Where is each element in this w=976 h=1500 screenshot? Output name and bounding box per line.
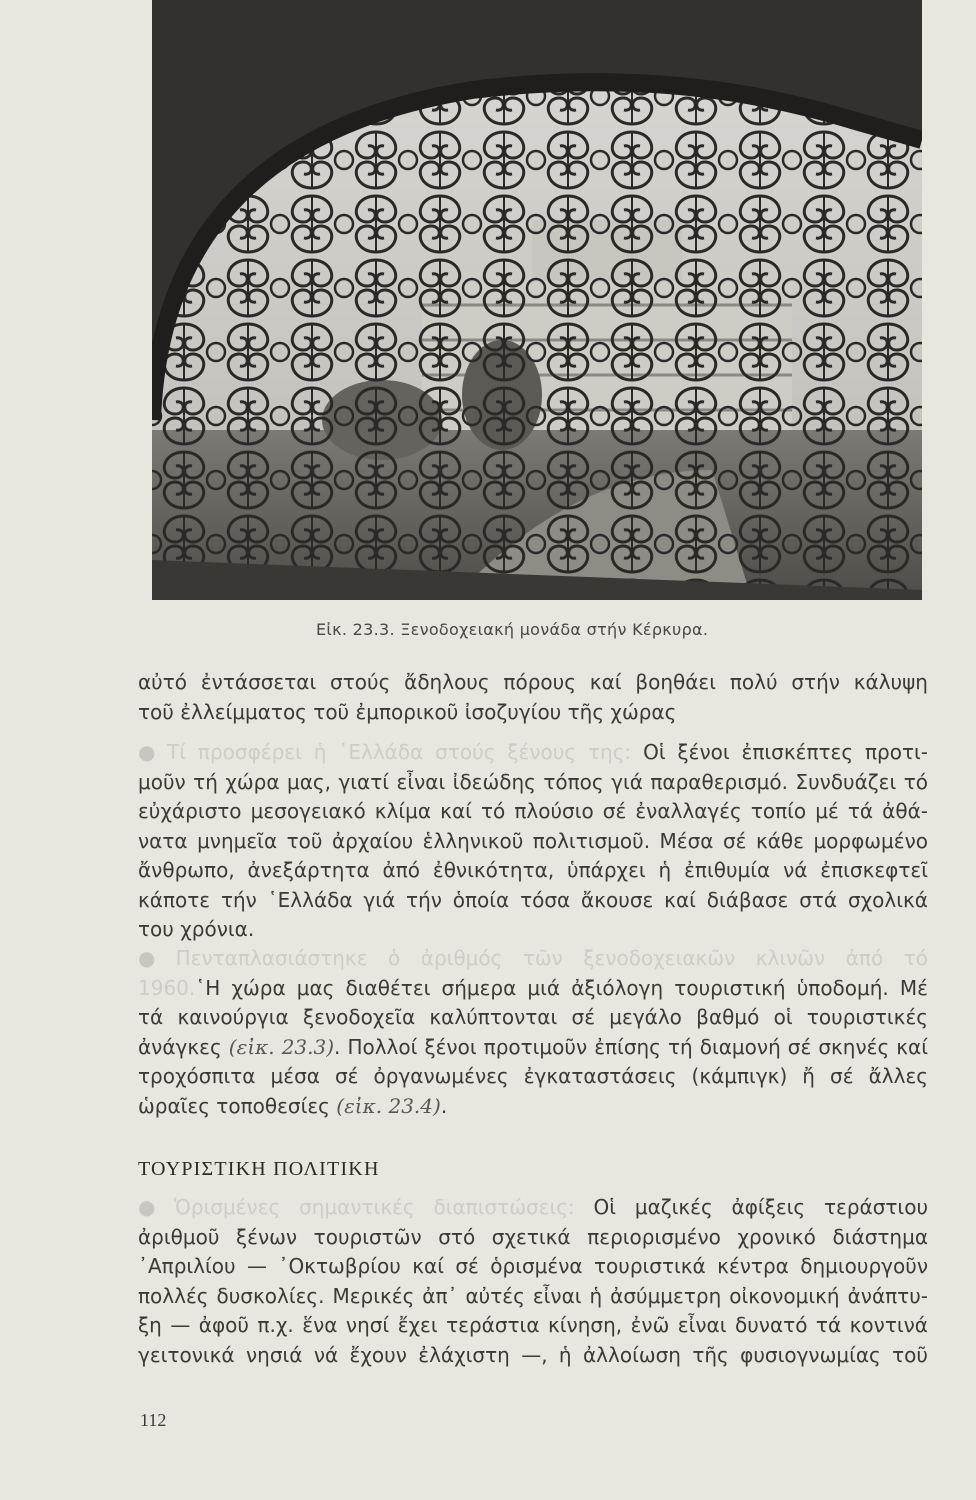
- paragraph-1: [138, 668, 928, 727]
- figure-caption: Εἰκ. 23.3. Ξενοδοχειακή μονάδα στήν Κέρκυρα.: [316, 620, 709, 639]
- text-line: αὐτό ἐντάσσεται στούς ἄδηλους πόρους καί βοηθάει πολύ στήν κάλυψη: [138, 670, 928, 694]
- text-run: ὡραῖες τοποθεσίες: [138, 1093, 330, 1118]
- hotel-photo: [152, 0, 922, 600]
- bullet-icon: ●: [138, 740, 162, 764]
- text-line: νατα μνημεῖα τοῦ ἀρχαίου ἑλληνικοῦ πολιτισμοῦ. Μέσα σέ κάθε μορφωμένο: [138, 828, 928, 853]
- paragraph-lead: Ὁρισμένες σημαντικές διαπιστώσεις:: [173, 1195, 575, 1219]
- text-line: ᾿Απριλίου — ᾿Οκτωβρίου καί σέ ὁρισμένα τουριστικά κέντρα δημιουργοῦν: [138, 1254, 928, 1278]
- figure-reference: (εἰκ. 23.4): [336, 1093, 441, 1118]
- paragraph-lead: Πενταπλασιάστηκε ὁ ἀριθμός τῶν ξενοδοχειακῶν κλινῶν ἀπό τό: [175, 946, 928, 970]
- text-run: Οἱ μαζικές ἀφίξεις τεράστιου: [593, 1195, 929, 1219]
- text-line: ἀριθμοῦ ξένων τουριστῶν στό σχετικά περιορισμένο χρονικό διάστημα: [138, 1224, 928, 1249]
- bullet-icon: ●: [138, 946, 170, 970]
- text-line: πολλές δυσκολίες. Μερικές ἀπ᾿ αὐτές εἶναι ἡ ἀσύμμετρη οἰκονομική ἀνάπτυ-: [138, 1283, 928, 1308]
- text-run: .: [440, 1093, 448, 1118]
- paragraph-lead-year: 1960.: [138, 975, 196, 1000]
- section-heading: ΤΟΥΡΙΣΤΙΚΗ ΠΟΛΙΤΙΚΗ: [138, 1158, 380, 1180]
- text-run: . Πολλοί ξένοι προτιμοῦν ἐπίσης τή διαμονή σέ σκηνές καί: [334, 1034, 929, 1059]
- text-line: μοῦν τή χώρα μας, γιατί εἶναι ἰδεώδης τόπος γιά παραθερισμό. Συνδυάζει τό: [138, 769, 928, 794]
- text-line: [138, 1033, 928, 1063]
- text-line: γειτονικά νησιά νά ἔχουν ἐλάχιστη —, ἡ ἀλλοίωση τῆς φυσιογνωμίας τοῦ: [138, 1342, 928, 1367]
- text-run: ῾Η χώρα μας διαθέτει σήμερα μιά ἀξιόλογη τουριστική ὑποδομή. Μέ: [195, 975, 928, 1000]
- text-line: τοῦ ἐλλείμματος τοῦ ἐμπορικοῦ ἰσοζυγίου τῆς χώρας: [138, 699, 677, 724]
- paragraph-lead: Τί προσφέρει ἡ ῾Ελλάδα στούς ξένους της:: [167, 740, 632, 764]
- paragraph-4: [138, 1193, 928, 1370]
- text-line: του χρόνια.: [138, 917, 255, 941]
- text-line: ξη — ἀφοῦ π.χ. ἕνα νησί ἔχει τεράστια κίνηση, ἐνῶ εἶναι δυνατό τά κοντινά: [138, 1313, 928, 1337]
- paragraph-3: [138, 944, 928, 1121]
- text-line: τά καινούργια ξενοδοχεῖα καλύπτονται σέ μεγάλο βαθμό οἱ τουριστικές: [138, 1005, 928, 1029]
- text-line: [138, 974, 928, 1004]
- text-run: ἀνάγκες: [138, 1034, 222, 1059]
- text-line: τροχόσπιτα μέσα σέ ὀργανωμένες ἐγκαταστάσεις (κάμπιγκ) ἤ σέ ἄλλες: [138, 1064, 928, 1088]
- text-line: [138, 1092, 928, 1122]
- text-line: [138, 738, 928, 768]
- text-line: [138, 1193, 928, 1223]
- page-number: 112: [140, 1410, 167, 1430]
- wrought-iron-grille-image: [152, 0, 922, 600]
- bullet-icon: ●: [138, 1195, 168, 1219]
- figure-reference: (εἰκ. 23.3): [228, 1034, 335, 1059]
- text-line: εὐχάριστο μεσογειακό κλίμα καί τό πλούσιο σέ ἐναλλαγές τοπίο μέ τά ἀθά-: [138, 799, 928, 823]
- text-line: [138, 944, 928, 974]
- text-line: κάποτε τήν ῾Ελλάδα γιά τήν ὁποία τόσα ἄκουσε καί διάβασε στά σχολικά: [138, 887, 928, 912]
- text-run: Οἱ ξένοι ἐπισκέπτες προτι-: [643, 740, 928, 764]
- paragraph-2: [138, 738, 928, 945]
- text-line: ἄνθρωπο, ἀνεξάρτητα ἀπό ἐθνικότητα, ὑπάρχει ἡ ἐπιθυμία νά ἐπισκεφτεῖ: [138, 858, 928, 882]
